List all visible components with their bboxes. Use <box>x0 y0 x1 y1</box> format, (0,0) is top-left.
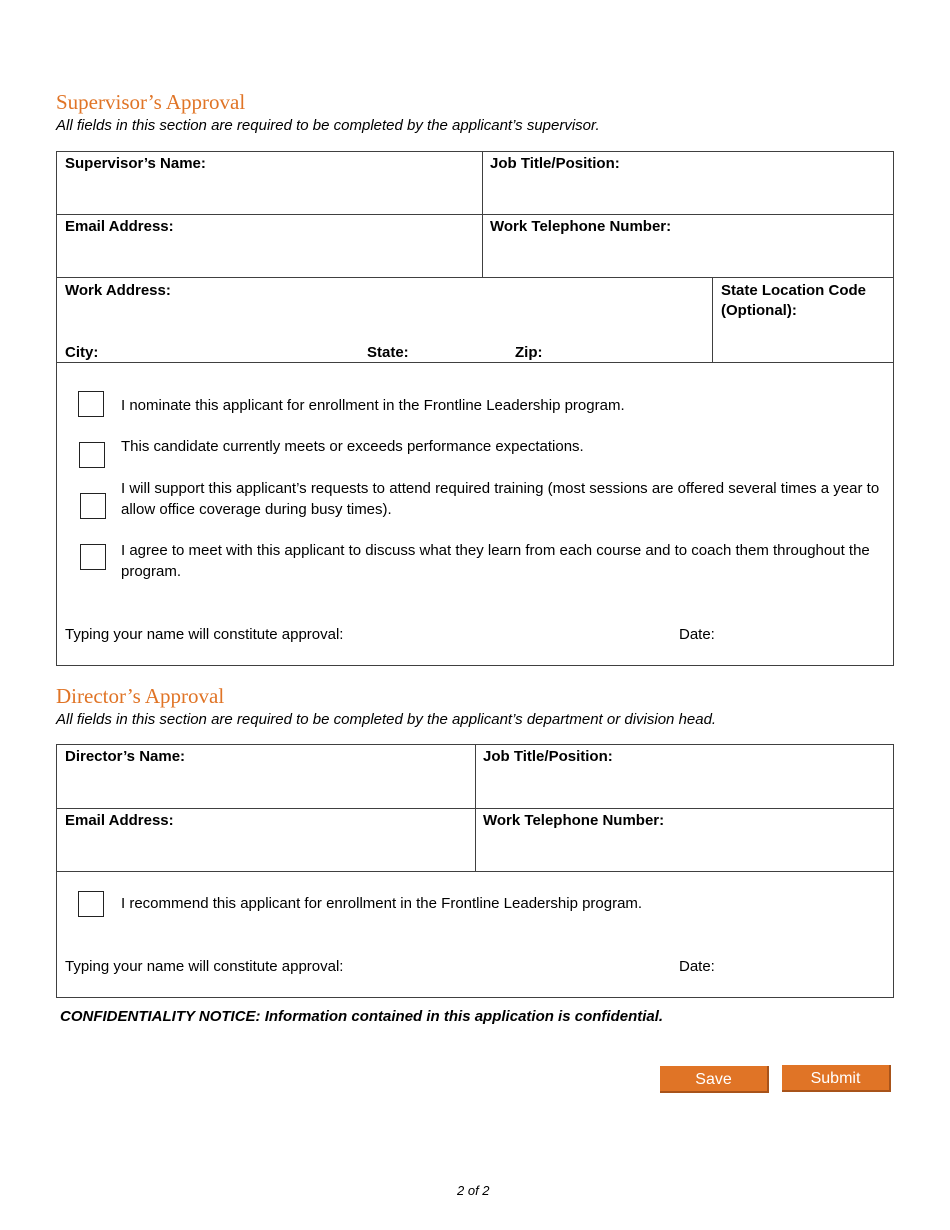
save-button[interactable]: Save <box>660 1066 769 1093</box>
confidentiality-notice: CONFIDENTIALITY NOTICE: Information contained in this application is confidential. <box>60 1008 664 1025</box>
director-job-title-field[interactable]: Job Title/Position: <box>483 748 613 765</box>
recommend-label: I recommend this applicant for enrollment in the Frontline Leadership program. <box>121 895 643 912</box>
supervisor-section-title: Supervisor’s Approval <box>56 90 246 114</box>
training-support-label: I will support this applicant’s requests to attend required training (most sessions are offered several times a year to allow office coverage during busy times). <box>121 480 880 518</box>
page-number: 2 of 2 <box>457 1183 490 1198</box>
supervisor-address-field[interactable]: Work Address: <box>65 282 171 299</box>
supervisor-signature-field[interactable]: Typing your name will constitute approval: <box>65 626 344 643</box>
performance-label: This candidate currently meets or exceeds performance expectations. <box>121 438 584 455</box>
divider <box>712 277 713 363</box>
state-field[interactable]: State: <box>367 344 409 361</box>
supervisor-name-field[interactable]: Supervisor’s Name: <box>65 155 206 172</box>
divider <box>482 151 483 278</box>
submit-button[interactable]: Submit <box>782 1065 891 1092</box>
location-code-label-2[interactable]: (Optional): <box>721 302 797 319</box>
director-phone-field[interactable]: Work Telephone Number: <box>483 812 665 829</box>
director-date-field[interactable]: Date: <box>679 958 715 975</box>
divider <box>56 362 894 363</box>
location-code-label-1[interactable]: State Location Code <box>721 282 867 299</box>
director-section-subtitle: All fields in this section are required to be completed by the applicant’s department or division head. <box>56 711 717 728</box>
performance-checkbox[interactable] <box>79 442 105 468</box>
zip-field[interactable]: Zip: <box>515 344 543 361</box>
supervisor-job-title-field[interactable]: Job Title/Position: <box>490 155 620 172</box>
city-field[interactable]: City: <box>65 344 99 361</box>
supervisor-section-subtitle: All fields in this section are required to be completed by the applicant’s supervisor. <box>56 117 600 134</box>
coaching-label: I agree to meet with this applicant to discuss what they learn from each course and to coach them throughout the program. <box>121 542 870 580</box>
director-name-field[interactable]: Director’s Name: <box>65 748 186 765</box>
training-support-checkbox[interactable] <box>80 493 106 519</box>
nominate-checkbox[interactable] <box>78 391 104 417</box>
divider <box>56 214 894 215</box>
supervisor-phone-field[interactable]: Work Telephone Number: <box>490 218 672 235</box>
supervisor-email-field[interactable]: Email Address: <box>65 218 174 235</box>
recommend-checkbox[interactable] <box>78 891 104 917</box>
coaching-checkbox[interactable] <box>80 544 106 570</box>
director-email-field[interactable]: Email Address: <box>65 812 174 829</box>
director-section-title: Director’s Approval <box>56 684 225 708</box>
divider <box>56 277 894 278</box>
nominate-label: I nominate this applicant for enrollment in the Frontline Leadership program. <box>121 397 625 414</box>
divider <box>475 744 476 872</box>
director-signature-field[interactable]: Typing your name will constitute approval: <box>65 958 344 975</box>
supervisor-date-field[interactable]: Date: <box>679 626 715 643</box>
